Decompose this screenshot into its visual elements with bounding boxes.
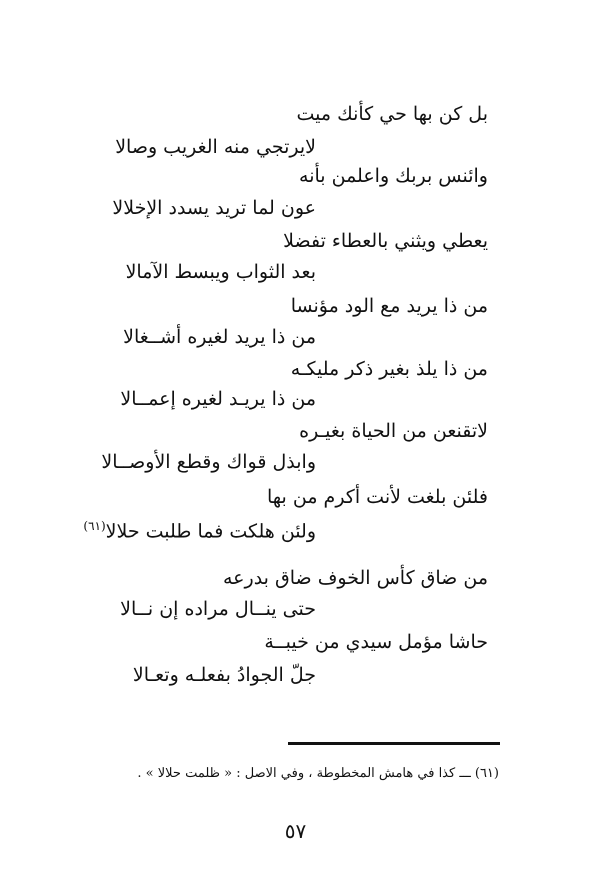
verse-9-first-hemistich: حاشا مؤمل سيدي من خيبــة — [264, 631, 488, 653]
verse-7-second-hemistich — [83, 513, 316, 544]
verse-1-first-hemistich: بل كن بها حي كأنك ميت — [296, 103, 488, 125]
verse-9-second-hemistich: جلّ الجوادُ بفعلـه وتعـالا — [132, 664, 316, 686]
verse-5-first-hemistich: من ذا يلذ بغير ذكر مليكـه — [290, 358, 488, 380]
verse-4-second-hemistich: من ذا يريد لغيره أشــغالا — [123, 326, 316, 348]
footnote-text: (٦١) ـــ كذا في هامش المخطوطة ، وفي الاصل : « ظلمت حلالا » . — [137, 766, 499, 781]
footnote-separator — [288, 742, 500, 745]
verse-5-second-hemistich: من ذا يريـد لغيره إعمــالا — [120, 388, 316, 410]
verse-3-second-hemistich: بعد الثواب ويبسط الآمالا — [125, 261, 316, 283]
verse-7-second-text: ولئن هلكت فما طلبت حلالا — [105, 520, 316, 543]
verse-8-second-hemistich: حتى ينــال مراده إن نــالا — [120, 598, 316, 620]
verse-4-first-hemistich: من ذا يريد مع الود مؤنسا — [290, 295, 488, 317]
verse-1-second-hemistich: لايرتجي منه الغريب وصالا — [115, 136, 316, 158]
verse-8-first-hemistich: من ضاق كأس الخوف ضاق بدرعه — [223, 567, 488, 589]
verse-6-second-hemistich: وابذل قواك وقطع الأوصــالا — [101, 451, 316, 473]
verse-2-second-hemistich: عون لما تريد يسدد الإخلالا — [112, 197, 316, 219]
verse-3-first-hemistich: يعطي ويثني بالعطاء تفضلا — [283, 230, 488, 252]
footnote-reference: (٦١) — [83, 519, 106, 533]
verse-7-first-hemistich: فلئن بلغت لأنت أكرم من بها — [267, 486, 488, 508]
verse-2-first-hemistich: وائنس بربك واعلمن بأنه — [299, 165, 488, 187]
page-number: ٥٧ — [284, 819, 307, 843]
verse-6-first-hemistich: لاتقنعن من الحياة بغيـره — [299, 420, 488, 442]
